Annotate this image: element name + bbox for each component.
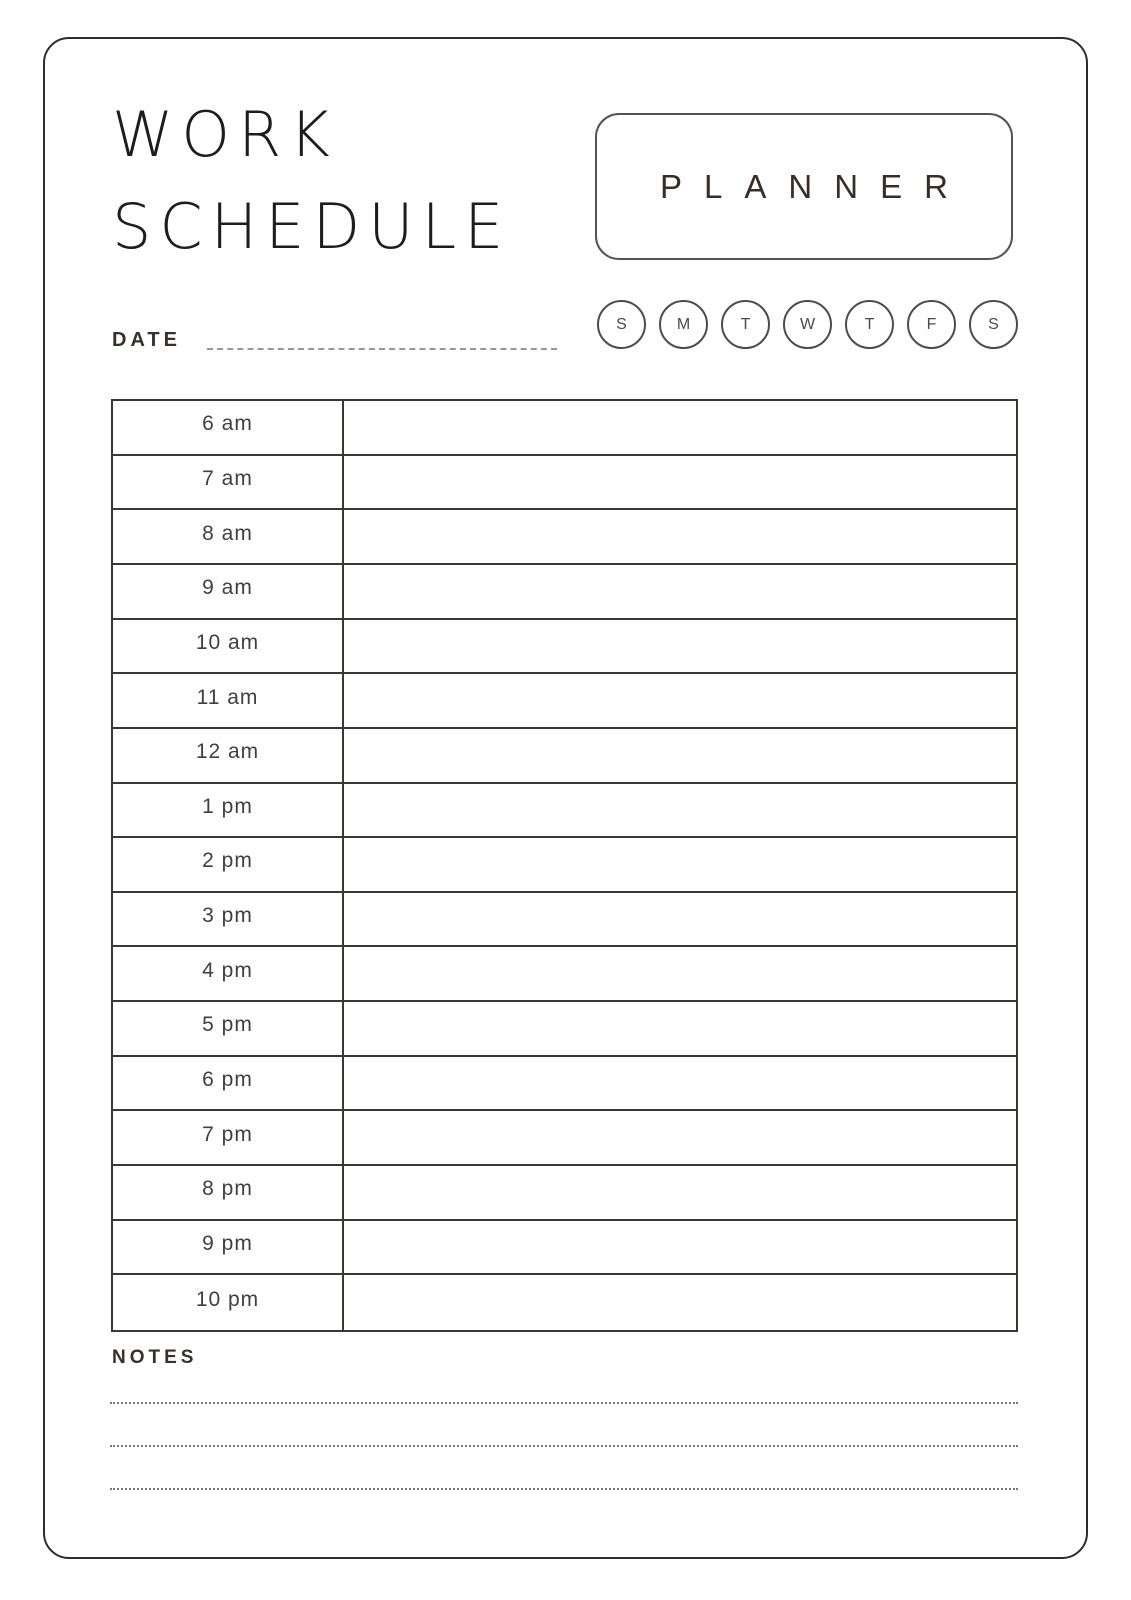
- time-label: 1 pm: [113, 784, 344, 837]
- page-title-line1: WORK: [112, 98, 338, 171]
- schedule-entry-cell[interactable]: [344, 565, 1016, 618]
- schedule-row-16: [113, 1275, 1016, 1330]
- time-label: 11 am: [113, 674, 344, 727]
- time-label: 9 pm: [113, 1221, 344, 1274]
- schedule-entry-cell[interactable]: [344, 838, 1016, 891]
- schedule-row-10: [113, 947, 1016, 1002]
- schedule-row-13: [113, 1111, 1016, 1166]
- day-circle-label: W: [799, 315, 816, 333]
- note-line-0[interactable]: [110, 1402, 1018, 1404]
- schedule-row-2: [113, 510, 1016, 565]
- note-line-1[interactable]: [110, 1445, 1018, 1447]
- schedule-entry-cell[interactable]: [344, 401, 1016, 454]
- schedule-entry-cell[interactable]: [344, 784, 1016, 837]
- schedule-row-9: [113, 893, 1016, 948]
- date-fill-in-line[interactable]: [207, 319, 557, 350]
- schedule-row-14: [113, 1166, 1016, 1221]
- week-day-circles: [597, 300, 1018, 349]
- day-circle-label: M: [676, 315, 691, 333]
- schedule-entry-cell[interactable]: [344, 947, 1016, 1000]
- time-label: 7 am: [113, 456, 344, 509]
- date-label: DATE: [112, 329, 181, 351]
- day-circle-label: S: [616, 315, 627, 333]
- day-circle-label: S: [988, 315, 999, 333]
- schedule-row-1: [113, 456, 1016, 511]
- time-label: 2 pm: [113, 838, 344, 891]
- schedule-entry-cell[interactable]: [344, 1002, 1016, 1055]
- day-circle-2[interactable]: [721, 300, 770, 349]
- schedule-table: [111, 399, 1018, 1332]
- time-label: 10 pm: [113, 1275, 344, 1330]
- time-label: 3 pm: [113, 893, 344, 946]
- day-circle-label: T: [864, 315, 875, 333]
- schedule-entry-cell[interactable]: [344, 1221, 1016, 1274]
- schedule-entry-cell[interactable]: [344, 1166, 1016, 1219]
- schedule-row-3: [113, 565, 1016, 620]
- time-label: 6 pm: [113, 1057, 344, 1110]
- schedule-entry-cell[interactable]: [344, 674, 1016, 727]
- schedule-entry-cell[interactable]: [344, 1057, 1016, 1110]
- day-circle-3[interactable]: [783, 300, 832, 349]
- time-label: 7 pm: [113, 1111, 344, 1164]
- schedule-entry-cell[interactable]: [344, 456, 1016, 509]
- schedule-row-15: [113, 1221, 1016, 1276]
- schedule-entry-cell[interactable]: [344, 729, 1016, 782]
- schedule-row-4: [113, 620, 1016, 675]
- planner-badge-label: PLANNER: [660, 167, 970, 205]
- schedule-row-0: [113, 401, 1016, 456]
- schedule-row-5: [113, 674, 1016, 729]
- day-circle-label: T: [740, 315, 751, 333]
- schedule-row-12: [113, 1057, 1016, 1112]
- schedule-entry-cell[interactable]: [344, 1275, 1016, 1330]
- schedule-entry-cell[interactable]: [344, 510, 1016, 563]
- time-label: 5 pm: [113, 1002, 344, 1055]
- schedule-entry-cell[interactable]: [344, 620, 1016, 673]
- planner-badge: [595, 113, 1013, 260]
- page-title-line2: SCHEDULE: [112, 190, 512, 263]
- schedule-entry-cell[interactable]: [344, 1111, 1016, 1164]
- day-circle-4[interactable]: [845, 300, 894, 349]
- time-label: 12 am: [113, 729, 344, 782]
- notes-label: NOTES: [112, 1347, 198, 1368]
- day-circle-1[interactable]: [659, 300, 708, 349]
- schedule-entry-cell[interactable]: [344, 893, 1016, 946]
- time-label: 8 am: [113, 510, 344, 563]
- time-label: 8 pm: [113, 1166, 344, 1219]
- schedule-row-11: [113, 1002, 1016, 1057]
- day-circle-label: F: [926, 315, 937, 333]
- schedule-row-6: [113, 729, 1016, 784]
- schedule-row-8: [113, 838, 1016, 893]
- time-label: 4 pm: [113, 947, 344, 1000]
- note-line-2[interactable]: [110, 1488, 1018, 1490]
- page-title: [112, 89, 511, 273]
- day-circle-6[interactable]: [969, 300, 1018, 349]
- time-label: 10 am: [113, 620, 344, 673]
- day-circle-5[interactable]: [907, 300, 956, 349]
- time-label: 9 am: [113, 565, 344, 618]
- planner-page: [43, 37, 1088, 1559]
- schedule-row-7: [113, 784, 1016, 839]
- time-label: 6 am: [113, 401, 344, 454]
- day-circle-0[interactable]: [597, 300, 646, 349]
